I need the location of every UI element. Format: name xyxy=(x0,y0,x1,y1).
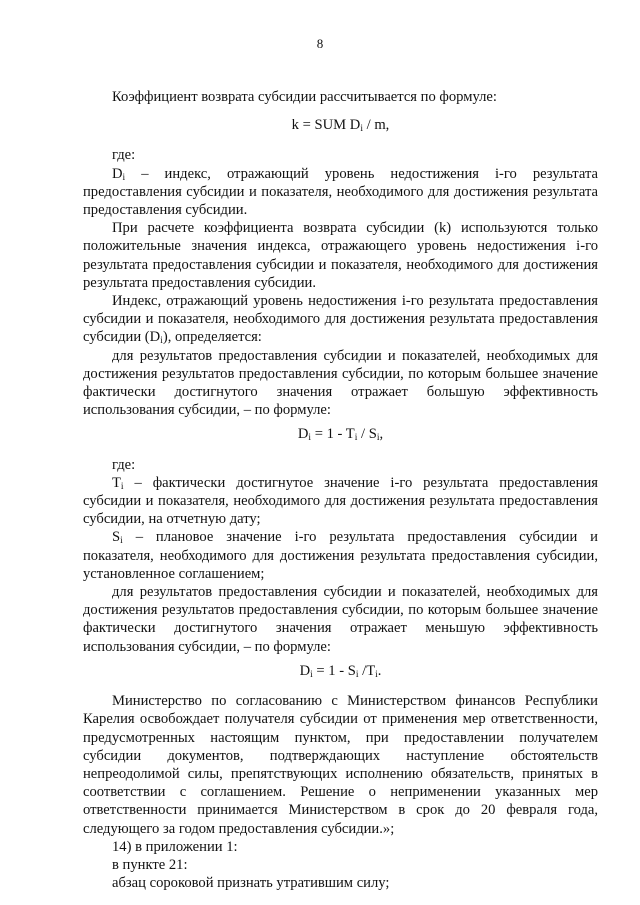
formula-k: k = SUM $D_i$ / m, xyxy=(291,117,390,135)
paragraph-ministry-exemption: Министерство по согласованию с Министерством финансов Республики Карелия освобождает получателя субсидии от применения мер ответственности, предусмотренных настоящим пунктом, при предоставлении получателем субсидии документов, подтверждающих наступление обстоятельств непреодолимой силы, препятствующих исполнению обязательств, принятых в соответствии с соглашением. Решение о неприменении указанных мер ответственности принимается Министерством в срок до 20 февраля года, следующего за годом предоставления субсидии.»; xyxy=(83,693,598,837)
paragraph-positive-values: При расчете коэффициента возврата субсидии (k) используются только положительные значения индекса, отражающего уровень недостижения i-го результата предоставления субсидии и показателя, необходимого для достижения результата предоставления субсидии. xyxy=(83,220,598,291)
paragraph-where-2: где: xyxy=(112,456,136,473)
page-number: 8 xyxy=(316,36,324,51)
paragraph-formula-intro: Коэффициент возврата субсидии рассчитывается по формуле: xyxy=(112,89,497,105)
formula-di-1: $D_i = 1 - T_i / S_i$, xyxy=(297,426,384,444)
paragraph-larger-better: для результатов предоставления субсидии и показателей, необходимых для достижения результатов предоставления субсидии, по которым большее значение фактически достигнутого значения отражает большую эффективность использования субсидии, – по формуле: xyxy=(83,347,598,419)
formula-di-2: $D_i = 1 - S_i$ $/T_i$. xyxy=(299,662,382,680)
paragraph-larger-worse: для результатов предоставления субсидии и показателей, необходимых для достижения результатов предоставления субсидии, по которым большее значение фактически достигнутого значения отражает меньшую эффективность использования субсидии, – по формуле: xyxy=(83,584,598,655)
document-body xyxy=(83,88,598,892)
paragraph-index-determined: Индекс, отражающий уровень недостижения i-го результата предоставления субсидии и показателя, необходимого для достижения результата предоставления субсидии $(D_i)$, определяется: xyxy=(83,293,598,347)
paragraph-ti-definition: $T_i$ – фактически достигнутое значение i-го результата предоставления субсидии и показателя, необходимого для достижения результата предоставления субсидии, на отчетную дату; xyxy=(83,474,598,528)
paragraph-di-definition: $D_i$ – индекс, отражающий уровень недостижения i-го результата предоставления субсидии и показателя, необходимого для достижения результата предоставления субсидии. xyxy=(83,165,598,219)
paragraph-si-definition: $S_i$ – плановое значение i-го результата предоставления субсидии и показателя, необходимого для достижения результата предоставления субсидии, установленное соглашением; xyxy=(83,529,598,582)
paragraph-abzac-40: абзац сороковой признать утратившим силу; xyxy=(112,875,390,892)
paragraph-where-1: где: xyxy=(112,147,136,164)
paragraph-item-21: в пункте 21: xyxy=(112,856,188,873)
paragraph-appendix-1: 14) в приложении 1: xyxy=(112,838,238,855)
